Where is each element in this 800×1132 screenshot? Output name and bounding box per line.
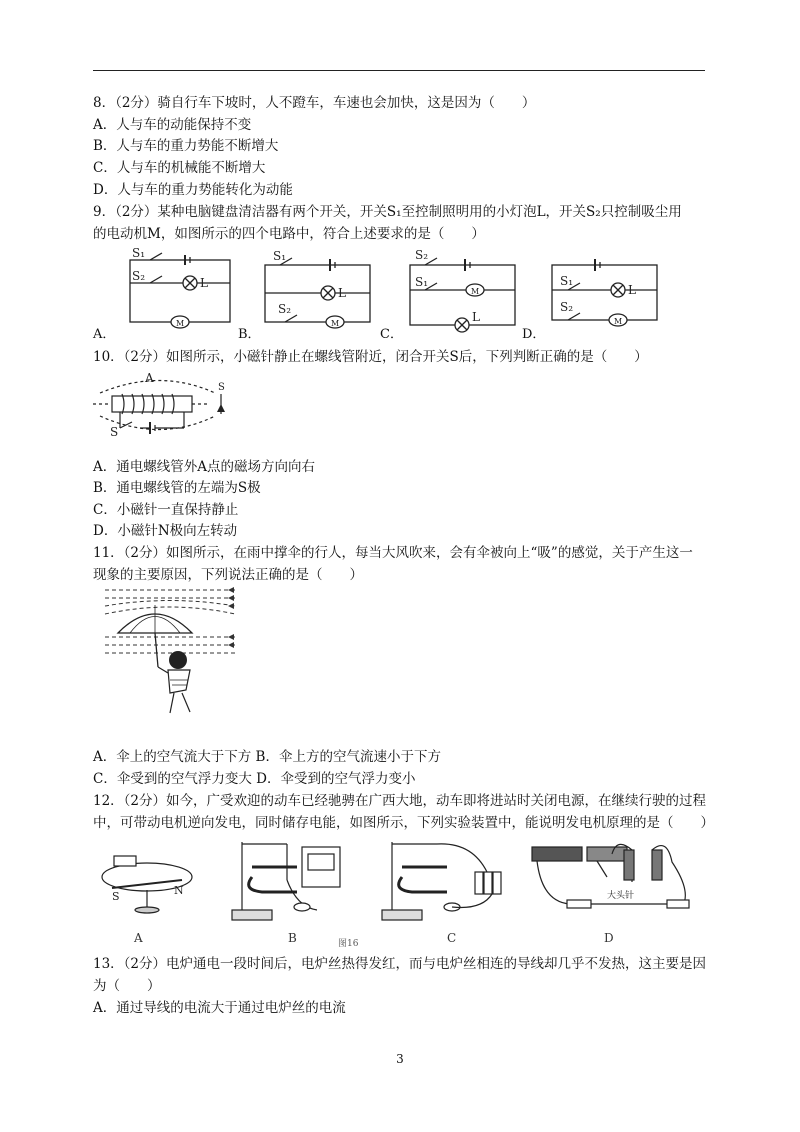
q12-fig-caption: 图16 [338, 939, 359, 949]
q8-option-d: D．人与车的重力势能转化为动能 [93, 182, 293, 198]
q10-option-a: A．通电螺线管外A点的磁场方向向右 [93, 459, 315, 475]
q10-stem: 10．（2分）如图所示，小磁针静止在螺线管附近，闭合开关S后，下列判断正确的是（ ） [93, 349, 648, 365]
q10-option-b: B．通电螺线管的左端为S极 [93, 480, 261, 496]
q12-pin-label: 大头针 [607, 891, 635, 901]
q11-stem-line1: 11．（2分）如图所示，在雨中撑伞的行人，每当大风吹来，会有伞被向上“吸”的感觉，关于产生这一 [93, 545, 693, 561]
q10-solenoid-figure [90, 368, 240, 450]
q11-options-line2: C．伞受到的空气浮力变大 D．伞受到的空气浮力变小 [93, 771, 416, 787]
q9-c-s2: S₂ [415, 248, 429, 262]
q9-circuit-d [552, 259, 657, 326]
q13-option-a: A．通过导线的电流大于通过电炉丝的电流 [93, 1000, 346, 1016]
q11-umbrella-figure [100, 585, 240, 720]
q8-option-a: A．人与车的动能保持不变 [93, 117, 252, 133]
q9-a-s1: S₁ [132, 246, 146, 260]
q9-a-motor: M [176, 319, 185, 328]
q12-stem-line2: 中，可带动电机逆向发电，同时储存电能，如图所示，下列实验装置中，能说明发电机原理的是（ ） [93, 815, 714, 831]
q9-label-c: C． [380, 327, 403, 342]
q8-option-c: C．人与车的机械能不断增大 [93, 160, 266, 176]
q12-label-a: A [134, 931, 143, 945]
q10-needle-pole: S [218, 382, 225, 393]
q11-options-line1: A．伞上的空气流大于下方 B．伞上方的空气流速小于下方 [93, 749, 441, 765]
q10-option-d: D．小磁针N极向左转动 [93, 523, 238, 539]
header-rule [93, 70, 705, 71]
q12-needle-n: N [174, 884, 184, 897]
q12-stem-line1: 12．（2分）如今，广受欢迎的动车已经驰骋在广西大地，动车即将进站时关闭电源，在继续行驶的过程 [93, 793, 707, 809]
q9-d-motor: M [614, 317, 623, 326]
q13-stem-line1: 13．（2分）电炉通电一段时间后，电炉丝热得发红，而与电炉丝相连的导线却几乎不发热，这主要是因 [93, 956, 707, 972]
q13-stem-line2: 为（ ） [93, 978, 161, 994]
q9-a-lamp: L [200, 276, 208, 290]
q9-c-lamp: L [472, 310, 480, 324]
q8-stem: 8．（2分）骑自行车下坡时，人不蹬车，车速也会加快，这是因为（ ） [93, 95, 536, 111]
q8-option-b: B．人与车的重力势能不断增大 [93, 138, 279, 154]
q9-c-s1: S₁ [415, 275, 429, 289]
q9-b-lamp: L [338, 286, 346, 300]
q12-label-d: D [604, 931, 614, 945]
q12-label-b: B [288, 931, 297, 945]
q12-needle-s: S [112, 890, 120, 903]
q9-d-lamp: L [628, 283, 636, 297]
q10-option-c: C．小磁针一直保持静止 [93, 502, 239, 518]
q9-label-b: B． [238, 327, 261, 342]
q9-b-motor: M [331, 319, 340, 328]
q9-stem-line2: 的电动机M，如图所示的四个电路中，符合上述要求的是（ ） [93, 226, 485, 242]
q9-b-s1: S₁ [273, 249, 287, 263]
q11-stem-line2: 现象的主要原因，下列说法正确的是（ ） [93, 567, 363, 583]
q9-label-d: D． [522, 327, 546, 342]
q12-setup-b [232, 842, 340, 920]
q9-circuit-a [130, 253, 230, 328]
q10-switch-s: S [110, 425, 119, 439]
q12-label-c: C [447, 931, 457, 945]
q9-circuit-b [265, 258, 370, 328]
q9-circuit-c [410, 258, 515, 332]
q9-d-s2: S₂ [560, 300, 574, 314]
q9-d-s1: S₁ [560, 274, 574, 288]
q12-setup-c [382, 842, 501, 920]
q10-point-a: A [145, 371, 154, 385]
page-number: 3 [396, 1052, 404, 1066]
q9-c-motor: M [471, 287, 480, 296]
q9-a-s2: S₂ [132, 269, 146, 283]
q9-stem-line1: 9．（2分）某种电脑键盘清洁器有两个开关，开关S₁至控制照明用的小灯泡L，开关S₂只控制吸尘用 [93, 204, 682, 220]
q12-experiment-figures [92, 832, 702, 950]
q9-label-a: A． [93, 327, 116, 342]
q9-b-s2: S₂ [278, 302, 292, 316]
